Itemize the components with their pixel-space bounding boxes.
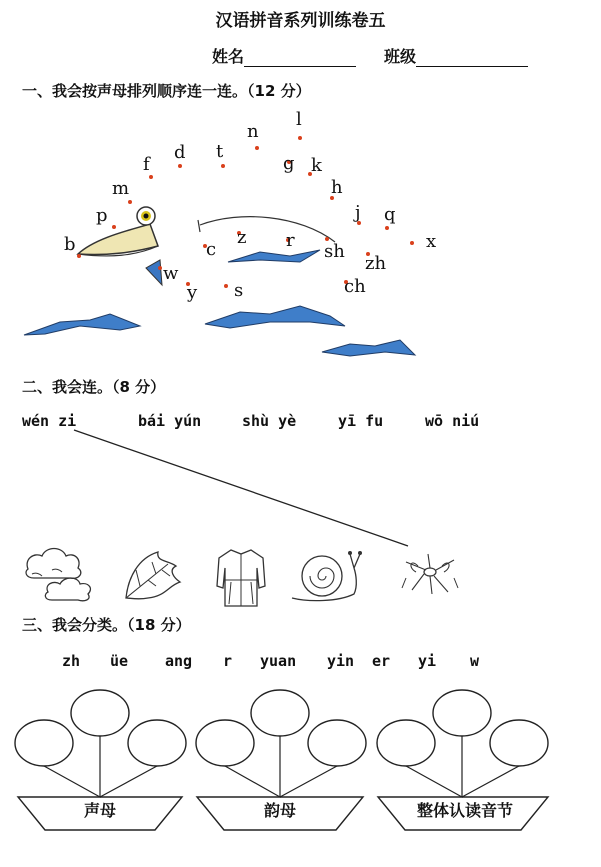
letter-f: f — [143, 154, 150, 175]
tray-label-zhengti: 整体认读音节 — [416, 801, 513, 820]
letter-y: y — [187, 282, 198, 303]
name-label: 姓名 — [212, 47, 245, 66]
word-yifu[interactable]: yī fu — [338, 412, 384, 430]
section2-heading: 二、我会连。（8 分） — [22, 378, 166, 396]
syllable-yi[interactable]: yi — [418, 652, 437, 670]
letter-p: p — [96, 205, 108, 226]
syllable-r[interactable]: r — [223, 652, 233, 670]
letter-zh: zh — [365, 253, 387, 274]
letter-g: g — [283, 153, 295, 174]
letter-h: h — [331, 177, 343, 198]
word-woniu[interactable]: wō niú — [425, 412, 480, 430]
syllable-ue[interactable]: üe — [110, 652, 129, 670]
section1-heading: 一、我会按声母排列顺序连一连。（12 分） — [22, 82, 311, 100]
picture-leaf[interactable] — [118, 548, 188, 606]
letter-k: k — [311, 155, 322, 176]
syllable-w[interactable]: w — [470, 652, 480, 670]
syllable-yuan[interactable]: yuan — [260, 652, 297, 670]
picture-clouds[interactable] — [22, 544, 102, 604]
syllable-yin[interactable]: yin — [327, 652, 355, 670]
class-label: 班级 — [384, 47, 417, 66]
letter-b: b — [64, 234, 76, 255]
letter-w: w — [163, 263, 179, 284]
letter-x: x — [426, 231, 437, 252]
letter-l: l — [296, 109, 302, 130]
page-title: 汉语拼音系列训练卷五 — [215, 11, 386, 31]
tray-label-yunmu: 韵母 — [263, 801, 296, 820]
letter-d: d — [174, 142, 186, 163]
letter-sh: sh — [324, 241, 345, 262]
letter-m: m — [112, 178, 130, 199]
syllable-ang[interactable]: ang — [165, 652, 193, 670]
letter-n: n — [247, 121, 259, 142]
connect-line-example — [74, 430, 408, 546]
letter-z: z — [237, 227, 247, 248]
letter-r: r — [286, 230, 295, 251]
syllable-er[interactable]: er — [372, 652, 391, 670]
picture-snail[interactable] — [288, 546, 368, 606]
picture-mosquito[interactable] — [398, 548, 464, 602]
word-shuye[interactable]: shù yè — [242, 412, 297, 430]
letter-c: c — [206, 239, 217, 260]
picture-clothes[interactable] — [207, 546, 277, 610]
tray-label-shengmu: 声母 — [83, 801, 116, 820]
word-wenzi[interactable]: wén zi — [22, 412, 77, 430]
letter-s: s — [234, 280, 244, 301]
section3-heading: 三、我会分类。（18 分） — [22, 616, 191, 634]
letter-j: j — [355, 202, 361, 223]
syllable-zh[interactable]: zh — [62, 652, 81, 670]
word-baiyun[interactable]: bái yún — [138, 412, 202, 430]
letter-ch: ch — [344, 276, 366, 297]
letter-q: q — [384, 204, 396, 225]
letter-t: t — [216, 141, 224, 162]
sorting-trees — [0, 680, 601, 860]
